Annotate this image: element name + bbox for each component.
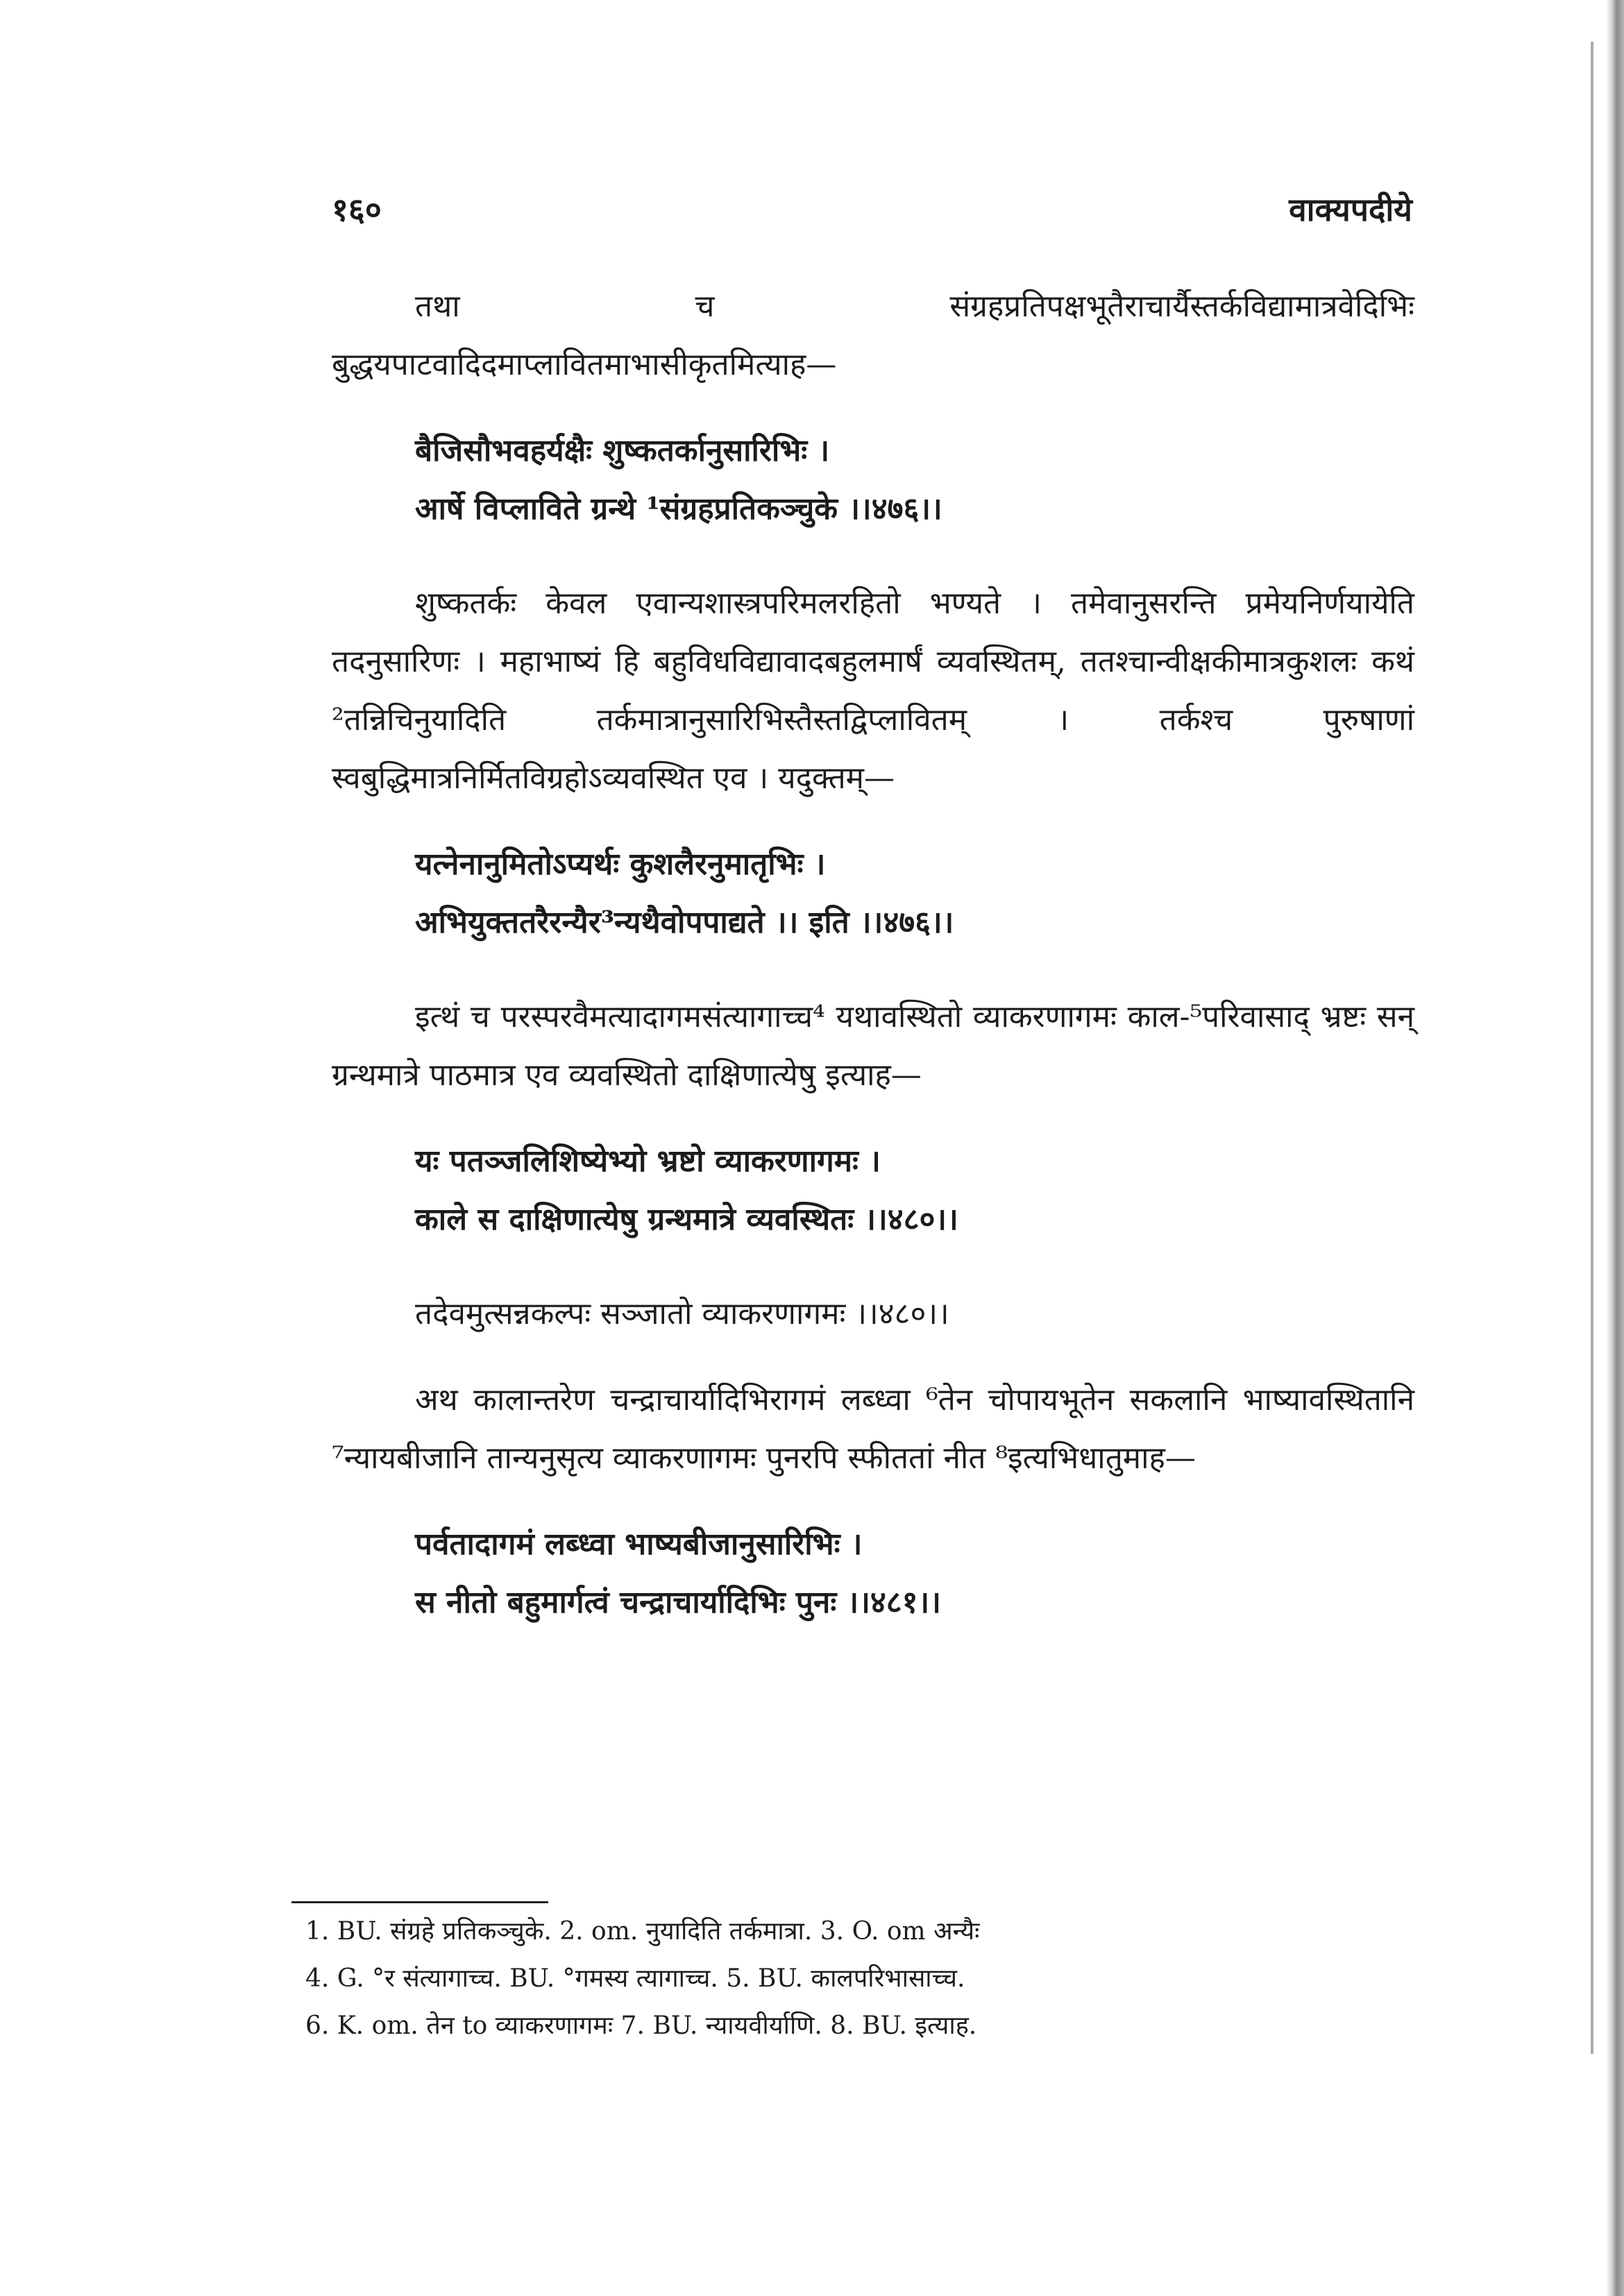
commentary-paragraph-4: तदेवमुत्सन्नकल्पः सञ्जातो व्याकरणागमः ।।४८०।। — [415, 1296, 949, 1332]
verse-480 — [415, 1132, 1414, 1249]
binding-shadow-line — [1591, 42, 1593, 2054]
page-number: १६० — [332, 191, 382, 228]
verse-481-line-2: स नीतो बहुमार्गत्वं चन्द्राचार्यादिभिः पुनः ।।४८१।। — [415, 1585, 941, 1620]
quoted-verse-line-1: यत्नेनानुमितोऽप्यर्थः कुशलैरनुमातृभिः । — [415, 847, 826, 882]
verse-481-line-1: पर्वतादागमं लब्ध्वा भाष्यबीजानुसारिभिः । — [415, 1527, 863, 1562]
footnote-line-3: 6. K. om. तेन to व्याकरणागमः 7. BU. न्यायवीर्याणि. 8. BU. इत्याह. — [305, 2012, 977, 2040]
commentary-paragraph-2: शुष्कतर्कः केवल एवान्यशास्त्रपरिमलरहितो भण्यते । तमेवानुसरन्ति प्रमेयनिर्णयायेति तदनुसारिणः । महाभाष्यं हि बहुविधविद्यावादबहुलमार्षं व्यवस्थितम्, ततश्चान्वीक्षकीमात्रकुशलः कथं ²तन्निचिनुयादिति तर्कमात्रानुसारिभिस्तैस्तद्विप्लावितम् । तर्कश्च पुरुषाणां स्वबुद्धिमात्रनिर्मितविग्रहोऽव्यवस्थित एव । यदुक्तम्— — [332, 586, 1414, 796]
verse-480-line-1: यः पतञ्जलिशिष्येभ्यो भ्रष्टो व्याकरणागमः । — [415, 1143, 881, 1179]
quoted-verse — [415, 835, 1414, 952]
verse-480-line-2: काले स दाक्षिणात्येषु ग्रन्थमात्रे व्यवस्थितः ।।४८०।। — [415, 1202, 958, 1237]
footnotes — [305, 1908, 1416, 2050]
commentary-paragraph-1: तथा च संग्रहप्रतिपक्षभूतैराचार्यैस्तर्कविद्यामात्रवेदिभिः बुद्धयपाटवादिदमाप्लावितमाभासीकृतमित्याह— — [332, 289, 1414, 382]
footnote-divider — [291, 1901, 548, 1903]
verse-479-line-2: आर्षे विप्लाविते ग्रन्थे ¹संग्रहप्रतिकञ्चुके ।।४७६।। — [415, 491, 942, 527]
running-head: वाक्यपदीये — [1289, 191, 1412, 228]
footnote-line-2: 4. G. °र संत्यागाच्च. BU. °गमस्य त्यागाच्च. 5. BU. कालपरिभासाच्च. — [305, 1964, 965, 1993]
verse-481 — [415, 1515, 1414, 1632]
page-body — [332, 278, 1414, 1668]
commentary-paragraph-3: इत्थं च परस्परवैमत्यादागमसंत्यागाच्च⁴ यथावस्थितो व्याकरणागमः काल-⁵परिवासाद् भ्रष्टः सन् ग्रन्थमात्रे पाठमात्र एव व्यवस्थितो दाक्षिणात्येषु इत्याह— — [332, 999, 1414, 1093]
quoted-verse-line-2: अभियुक्ततरैरन्यैर³न्यथैवोपपाद्यते ।। इति ।।४७६।। — [415, 905, 954, 940]
verse-479-line-1: बैजिसौभवहर्यक्षैः शुष्कतर्कानुसारिभिः । — [415, 433, 830, 468]
verse-479 — [415, 422, 1414, 538]
commentary-paragraph-5: अथ कालान्तरेण चन्द्राचार्यादिभिरागमं लब्ध्वा ⁶तेन चोपायभूतेन सकलानि भाष्यावस्थितानि ⁷न्यायबीजानि तान्यनुसृत्य व्याकरणागमः पुनरपि स्फीततां नीत ⁸इत्यभिधातुमाह— — [332, 1382, 1414, 1476]
footnote-line-1: 1. BU. संग्रहे प्रतिकञ्चुके. 2. om. नुयादिति तर्कमात्रा. 3. O. om अन्यैः — [305, 1917, 980, 1946]
binding-edge — [1606, 0, 1624, 2296]
